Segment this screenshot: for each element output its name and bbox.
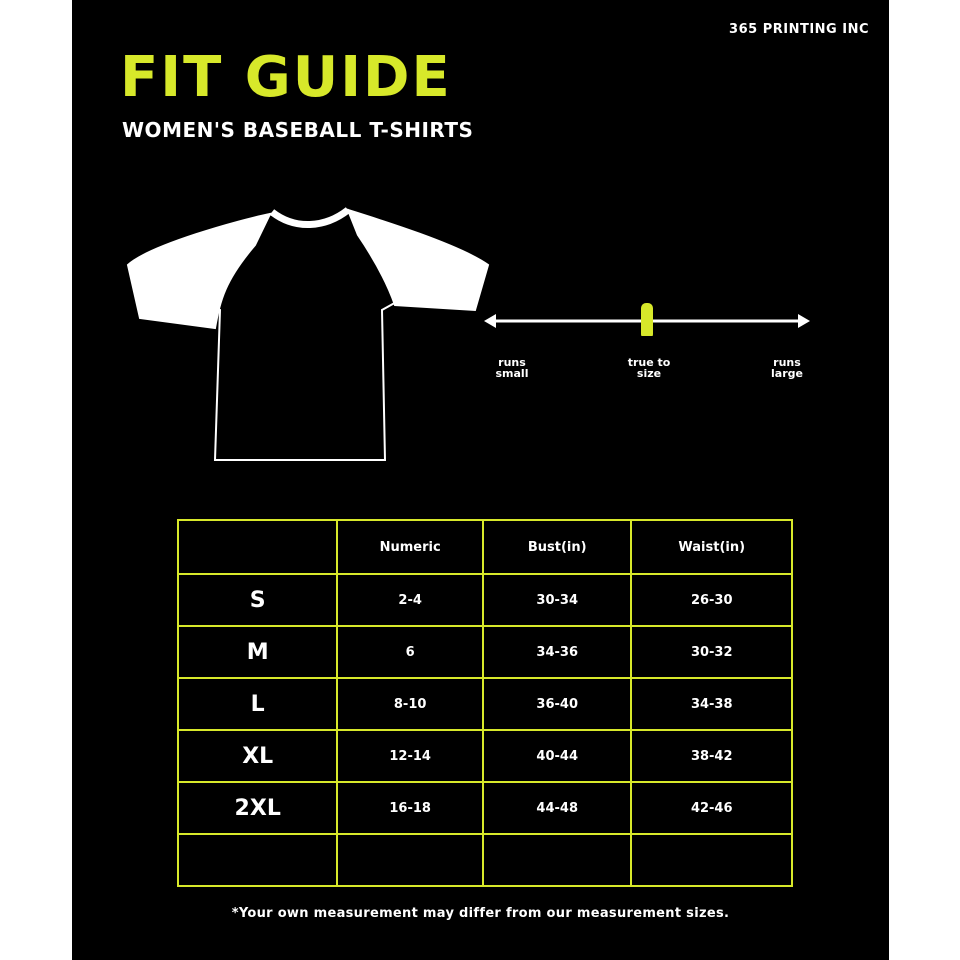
numeric-cell: 8-10 <box>337 678 483 730</box>
fit-scale-bar <box>482 296 812 336</box>
arrow-right-icon <box>798 314 810 328</box>
true-to-size-line1: true to <box>627 356 671 369</box>
empty-cell <box>631 834 792 886</box>
raglan-tshirt-illustration <box>120 190 490 470</box>
table-row <box>178 626 792 678</box>
table-header-numeric: Numeric <box>337 520 483 574</box>
bust-cell: 30-34 <box>483 574 632 626</box>
size-cell: L <box>178 678 337 730</box>
page-subtitle: WOMEN'S BASEBALL T-SHIRTS <box>122 118 474 142</box>
table-row <box>178 730 792 782</box>
empty-cell <box>483 834 632 886</box>
page-title: FIT GUIDE <box>120 45 452 110</box>
table-row <box>178 678 792 730</box>
size-cell: XL <box>178 730 337 782</box>
numeric-cell: 6 <box>337 626 483 678</box>
waist-cell: 42-46 <box>631 782 792 834</box>
table-header-row <box>178 520 792 574</box>
runs-large-label <box>747 357 827 379</box>
table-header-size <box>178 520 337 574</box>
arrow-left-icon <box>484 314 496 328</box>
brand-name: 365 PRINTING INC <box>729 22 869 37</box>
size-cell: 2XL <box>178 782 337 834</box>
empty-cell <box>178 834 337 886</box>
runs-large-line2: large <box>771 367 803 380</box>
numeric-cell: 2-4 <box>337 574 483 626</box>
table-header-bust: Bust(in) <box>483 520 632 574</box>
true-to-size-label <box>609 357 689 379</box>
table-row <box>178 782 792 834</box>
waist-cell: 38-42 <box>631 730 792 782</box>
table-header-waist: Waist(in) <box>631 520 792 574</box>
runs-large-line1: runs <box>773 356 801 369</box>
bust-cell: 36-40 <box>483 678 632 730</box>
bust-cell: 40-44 <box>483 730 632 782</box>
bust-cell: 34-36 <box>483 626 632 678</box>
table-row <box>178 574 792 626</box>
fit-guide-panel <box>72 0 889 960</box>
true-to-size-line2: size <box>636 367 662 380</box>
runs-small-line1: runs <box>498 356 526 369</box>
numeric-cell: 16-18 <box>337 782 483 834</box>
size-cell: S <box>178 574 337 626</box>
size-cell: M <box>178 626 337 678</box>
bust-cell: 44-48 <box>483 782 632 834</box>
numeric-cell: 12-14 <box>337 730 483 782</box>
waist-cell: 34-38 <box>631 678 792 730</box>
true-to-size-indicator <box>641 303 653 336</box>
runs-small-line2: small <box>495 367 529 380</box>
measurement-footnote: *Your own measurement may differ from our measurement sizes. <box>231 906 730 921</box>
size-chart-table <box>177 519 793 887</box>
waist-cell: 26-30 <box>631 574 792 626</box>
waist-cell: 30-32 <box>631 626 792 678</box>
empty-cell <box>337 834 483 886</box>
runs-small-label <box>472 357 552 379</box>
table-row-empty <box>178 834 792 886</box>
